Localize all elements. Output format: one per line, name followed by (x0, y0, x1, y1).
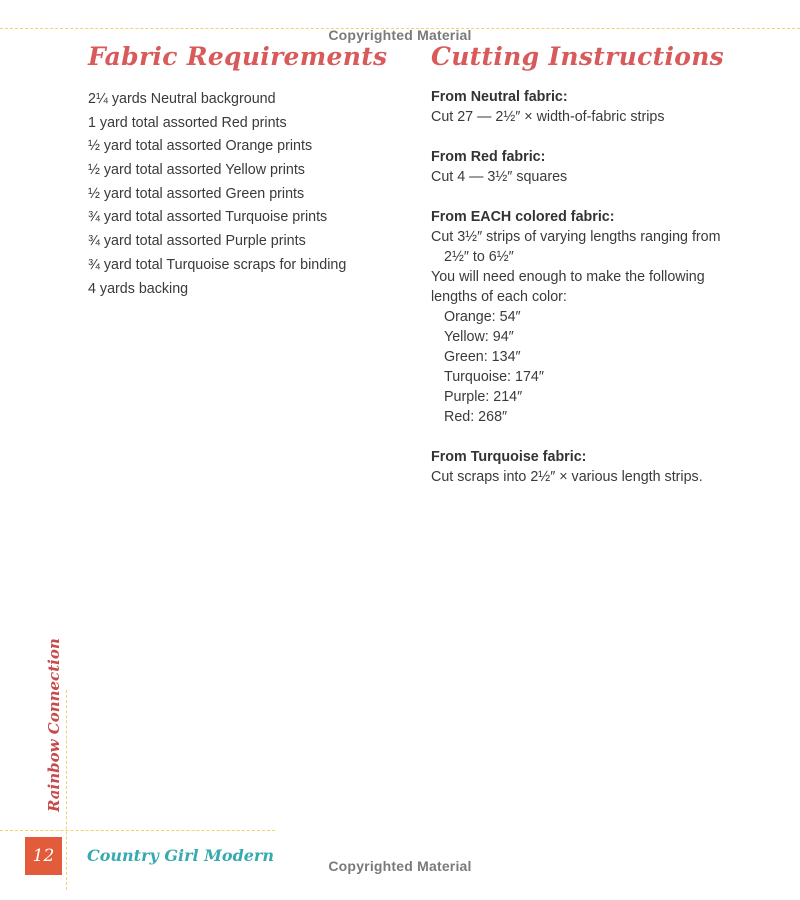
list-item: 2¼ yards Neutral background (88, 91, 276, 107)
instruction-text: You will need enough to make the following (431, 269, 705, 285)
instruction-text: 2½″ to 6½″ (444, 249, 514, 265)
instruction-text: Cut 4 — 3½″ squares (431, 169, 568, 185)
instruction-text: Cut 3½″ strips of varying lengths ranging from (431, 229, 721, 245)
each-colored-fabric-section (431, 207, 751, 427)
instruction-text: Cut scraps into 2½″ × various length strips. (431, 469, 703, 485)
instruction-text: lengths of each color: (431, 289, 567, 305)
color-length: Turquoise: 174″ (444, 369, 544, 385)
page-number: 12 (32, 846, 55, 866)
section-label: From Turquoise fabric: (431, 449, 587, 465)
list-item: 4 yards backing (88, 280, 189, 297)
color-length: Green: 134″ (444, 349, 521, 365)
color-length: Yellow: 94″ (444, 329, 514, 345)
instruction-text: Cut 27 — 2½″ × width-of-fabric strips (431, 109, 665, 125)
list-item: ½ yard total assorted Green prints (88, 185, 305, 202)
list-item: ¾ yard total assorted Turquoise prints (88, 209, 328, 226)
list-item: ½ yard total assorted Yellow prints (88, 162, 305, 179)
cutting-instructions-heading: Cutting Instructions (431, 42, 725, 71)
color-length: Orange: 54″ (444, 309, 521, 325)
color-length: Purple: 214″ (444, 389, 523, 405)
fabric-requirements-heading: Fabric Requirements (88, 42, 388, 71)
book-title: Country Girl Modern (87, 846, 274, 865)
copyright-watermark-bottom: Copyrighted Material (328, 858, 472, 874)
fabric-requirements-list (88, 88, 346, 301)
neutral-fabric-section (431, 87, 751, 127)
list-item: ½ yard total assorted Orange prints (88, 138, 313, 155)
cutting-instructions (431, 87, 751, 507)
section-label: From Neutral fabric: (431, 89, 568, 105)
copyright-watermark-top: Copyrighted Material (328, 27, 472, 43)
list-item: ¾ yard total assorted Purple prints (88, 233, 306, 250)
list-item: 1 yard total assorted Red prints (88, 114, 287, 131)
red-fabric-section (431, 147, 751, 187)
turquoise-fabric-section (431, 447, 751, 487)
list-item: ¾ yard total Turquoise scraps for binding (88, 256, 347, 273)
section-label: From EACH colored fabric: (431, 209, 615, 225)
section-label: From Red fabric: (431, 149, 546, 165)
bottom-stitch-line (0, 830, 275, 831)
color-length: Red: 268″ (444, 409, 508, 425)
section-title-vertical: Rainbow Connection (45, 638, 63, 812)
